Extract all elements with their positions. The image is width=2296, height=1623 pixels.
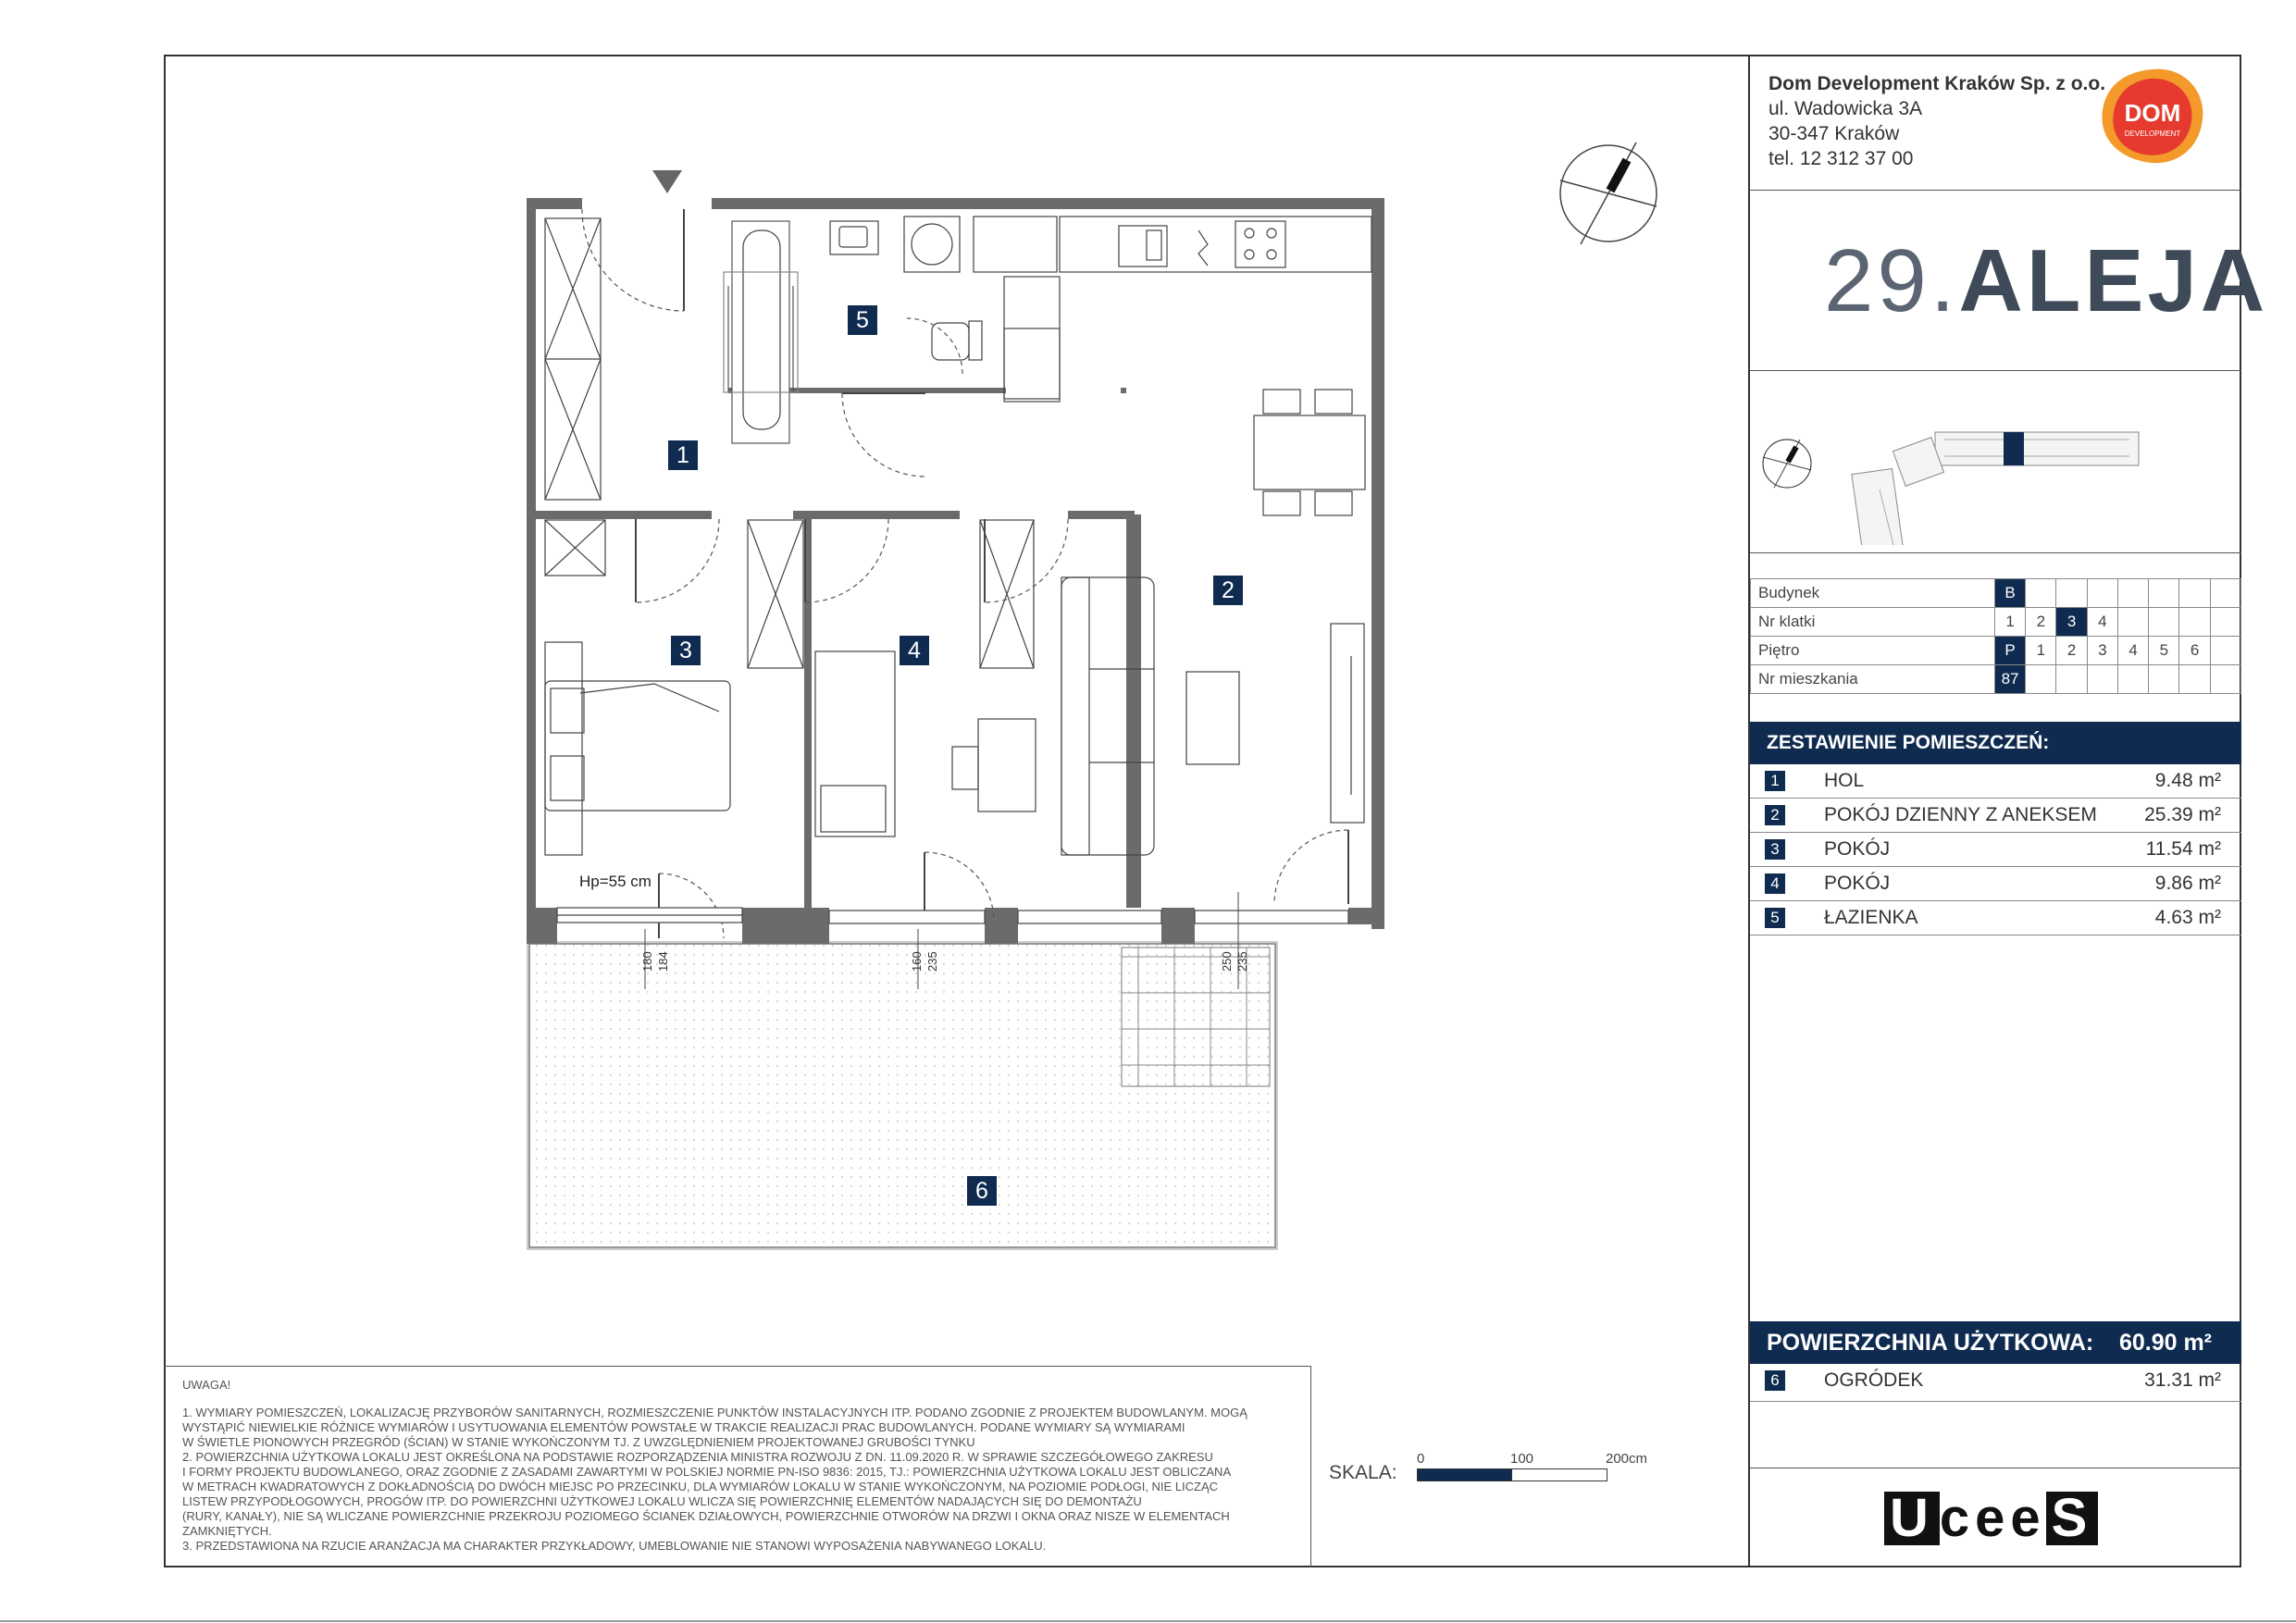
title-block (1748, 55, 2269, 1567)
room-badge-1: 1 (668, 440, 698, 470)
notes-title: UWAGA! (182, 1378, 231, 1392)
company-street: ul. Wadowicka 3A (1769, 98, 1923, 119)
note-line: 3. PRZEDSTAWIONA NA RZUCIE ARANŻACJA MA CHARAKTER PRZYKŁADOWY, UMEBLOWANIE NIE STANOWI WYPOSAŻENIA NABYWANEGO LOKALU. (182, 1539, 1047, 1553)
brand-number: 29. (1824, 231, 1959, 330)
scale-bar-dark (1417, 1468, 1513, 1481)
notes-panel (164, 1366, 1311, 1567)
dim-1a: 180 (640, 951, 654, 972)
floor-plan (164, 55, 1748, 1366)
company-city: 30-347 Kraków (1769, 123, 1900, 144)
dim-2a: 160 (910, 951, 924, 972)
total-area (1750, 1321, 2241, 1364)
room-badge-4: 4 (900, 636, 929, 665)
entrance-arrow (652, 170, 682, 193)
dim-1b: 184 (656, 951, 670, 972)
north-arrow (1560, 142, 1657, 244)
dim-2b: 235 (925, 951, 939, 972)
note-line: 1. WYMIARY POMIESZCZEŃ, LOKALIZACJĘ PRZYBORÓW SANITARNYCH, ROZMIESZCZENIE PUNKTÓW INSTALACYJNYCH ITP. PODANO ZGODNIE Z PROJEKTEM BUDOWLANYM. MOGĄ (182, 1406, 1247, 1419)
room-row: 3 POKÓJ 11.54 m² (1750, 833, 2241, 867)
dom-development-logo (2097, 66, 2208, 169)
notes-text (182, 1378, 1302, 1554)
scale-tick-100: 100 (1510, 1451, 1534, 1467)
room-row: 5 ŁAZIENKA 4.63 m² (1750, 901, 2241, 935)
info-table (1750, 578, 2241, 694)
room-badge-2: 2 (1213, 576, 1243, 605)
rooms-header: ZESTAWIENIE POMIESZCZEŃ: (1750, 722, 2241, 764)
note-line: W METRACH KWADRATOWYCH Z DOKŁADNOŚCIĄ DO DWÓCH MIEJSC PO PRZECINKU, DLA WYMIARÓW LOKALU W STANIE WYKOŃCZONYM, NA POZIOMIE PODŁOGI, NIE LICZĄC (182, 1480, 1219, 1493)
logo-text-development: DEVELOPMENT (2124, 130, 2181, 138)
walls (527, 198, 1384, 944)
note-line: LISTEW PRZYPODŁOGOWYCH, PROGÓW ITP. DO POWIERZCHNI UŻYTKOWEJ LOKALU WLICZA SIĘ POWIERZCHNIĘ ELEMENTÓW NADAJĄCYCH SIĘ DO DEMONTAŻU (182, 1494, 1142, 1508)
dim-3a: 250 (1220, 951, 1234, 972)
kitchen-counter (1004, 217, 1371, 402)
info-row-mieszkanie: Nr mieszkania 87 (1751, 665, 2241, 694)
room-row: 1 HOL 9.48 m² (1750, 764, 2241, 799)
windows (557, 908, 1348, 923)
note-line: I FORMY PROJEKTU BUDOWLANEGO, ORAZ ZGODNIE Z ZASADAMI ZAWARTYMI W POLSKIEJ NORMIE PN-ISO 9836: 2015, TJ.: POWIERZCHNIA UŻYTKOWA LOKALU JEST OBLICZANA (182, 1465, 1232, 1479)
brand-name: ALEJA (1958, 231, 2269, 330)
bed-room-4 (815, 651, 1036, 836)
note-line: WYSTĄPIĆ NIEWIELKIE RÓŻNICE WYMIARÓW I USYTUOWANIA ELEMENTÓW POWSTAŁE W TRAKCIE REALIZACJI PRAC BUDOWLANYCH. PODANE WYMIARY SĄ WYMIARAMI (182, 1420, 1185, 1434)
logo-text-dom: DOM (2124, 99, 2181, 127)
garden-row: 6 OGRÓDEK 31.31 m² (1750, 1364, 2241, 1402)
note-line: ZAMKNIĘTYCH. (182, 1524, 272, 1538)
scale-label: SKALA: (1329, 1462, 1397, 1483)
company-name: Dom Development Kraków Sp. z o.o. (1769, 73, 2106, 94)
key-plan-building (1852, 432, 2139, 545)
page-bottom-rule (0, 1620, 2296, 1622)
hp-label: Hp=55 cm (579, 873, 652, 890)
info-row-klatka: Nr klatki 1 2 3 4 (1751, 608, 2241, 637)
scale-tick-0: 0 (1417, 1451, 1425, 1467)
room-row: 2 POKÓJ DZIENNY Z ANEKSEM 25.39 m² (1750, 799, 2241, 833)
company-phone: tel. 12 312 37 00 (1769, 148, 1914, 169)
key-plan (1759, 378, 2231, 545)
note-line: 2. POWIERZCHNIA UŻYTKOWA LOKALU JEST OKREŚLONA NA PODSTAWIE ROZPORZĄDZENIA MINISTRA ROZWOJU Z DN. 11.09.2020 R. W SPRAWIE SZCZEGÓŁOWEGO ZAKRESU (182, 1450, 1213, 1464)
doors (582, 209, 1348, 938)
scale-bar-light (1511, 1468, 1607, 1481)
scale-tick-200: 200cm (1606, 1451, 1648, 1467)
note-line: W ŚWIETLE PIONOWYCH PRZEGRÓD (ŚCIAN) W STANIE WYKOŃCZONYM TJ. Z UWZGLĘDNIENIEM PROJEKTOWANEJ GRUBOŚCI TYNKU (182, 1435, 975, 1449)
key-plan-north-arrow (1763, 440, 1811, 488)
project-brand (1824, 230, 2268, 332)
dim-3b: 235 (1235, 951, 1249, 972)
bathroom-fixtures (724, 217, 1060, 443)
dining-table (1254, 390, 1365, 515)
total-value: 60.90 m² (2118, 1330, 2212, 1356)
company-info (1769, 71, 2105, 171)
info-row-budynek: Budynek B (1751, 579, 2241, 608)
key-plan-highlight (2004, 432, 2024, 465)
bed-room-3 (545, 642, 730, 855)
room-badge-5: 5 (848, 305, 877, 335)
room-row: 4 POKÓJ 9.86 m² (1750, 867, 2241, 901)
info-row-pietro: Piętro P 1 2 3 4 5 6 (1751, 637, 2241, 665)
note-line: (RURY, KANAŁY), NIE SĄ WLICZANE POWIERZCHNIE PRZEKROJU POZIOMEGO ŚCIANEK DZIAŁOWYCH, POWIERZCHNIE OTWORÓW NA DRZWI I OKNA ORAZ NISZE W ELEMENTACH (182, 1509, 1230, 1523)
living-furniture (1061, 577, 1364, 855)
room-badge-6: 6 (967, 1176, 997, 1206)
ucees-logo: U cee S (1884, 1487, 2098, 1549)
total-label: POWIERZCHNIA UŻYTKOWA: (1767, 1330, 2094, 1356)
room-badge-3: 3 (671, 636, 701, 665)
